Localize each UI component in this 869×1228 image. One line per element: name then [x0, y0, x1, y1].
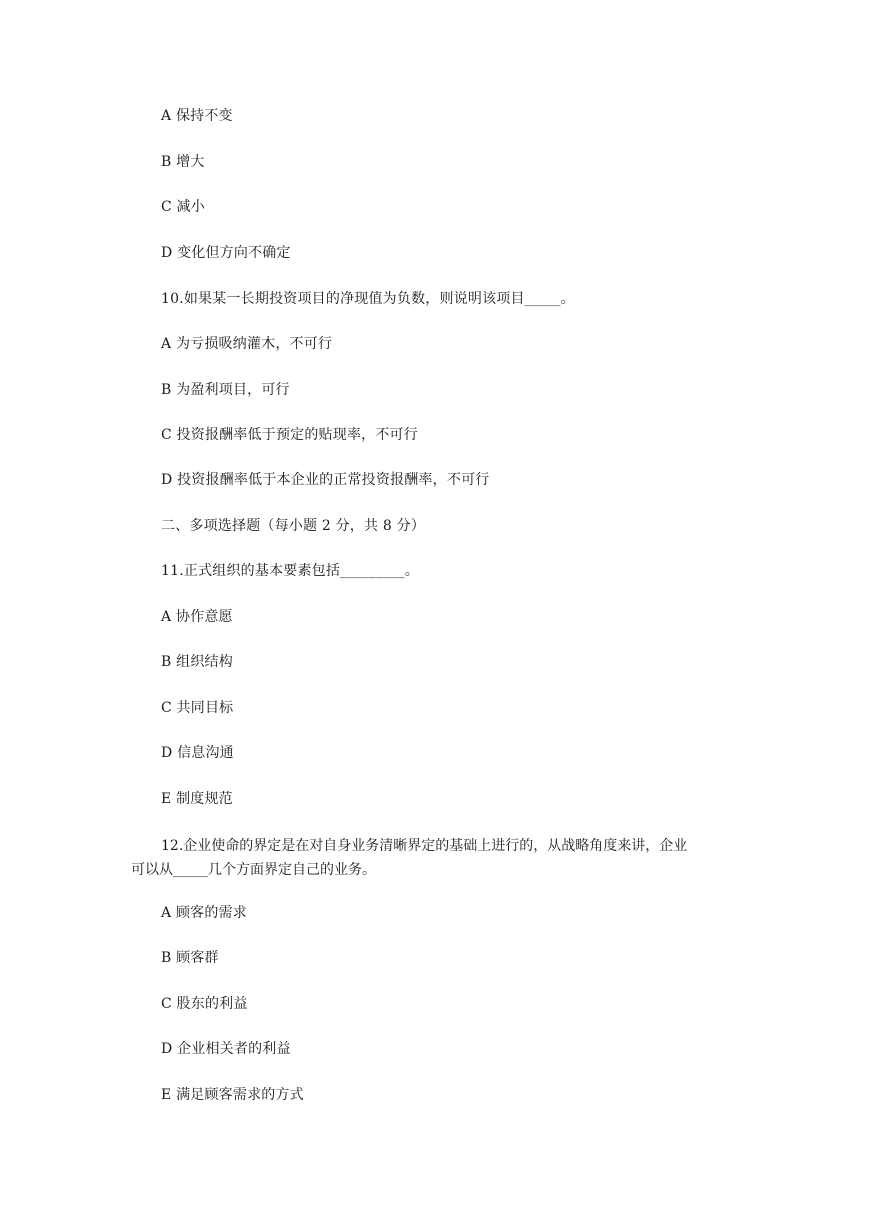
q11-option-b: B 组织结构 [161, 654, 233, 670]
q10-option-b: B 为盈利项目，可行 [161, 382, 290, 398]
q12-stem-line1: 12.企业使命的界定是在对自身业务清晰界定的基础上进行的，从战略角度来讲，企业 [161, 838, 688, 854]
q12-option-b: B 顾客群 [161, 950, 219, 966]
q10-stem: 10.如果某一长期投资项目的净现值为负数，则说明该项目_____。 [161, 291, 575, 307]
q9-option-a: A 保持不变 [161, 108, 233, 124]
q12-option-c: C 股东的利益 [161, 996, 248, 1012]
q12-option-e: E 满足顾客需求的方式 [161, 1087, 304, 1103]
q11-option-c: C 共同目标 [161, 700, 234, 716]
section-heading-multiple-choice: 二、多项选择题（每小题 2 分，共 8 分） [161, 518, 426, 534]
q12-stem-line2: 可以从_____几个方面界定自己的业务。 [131, 862, 376, 878]
q9-option-b: B 增大 [161, 154, 205, 170]
q11-stem: 11.正式组织的基本要素包括_________。 [161, 563, 420, 579]
q12-option-d: D 企业相关者的利益 [161, 1041, 291, 1057]
q10-option-c: C 投资报酬率低于预定的贴现率，不可行 [161, 427, 418, 443]
q9-option-d: D 变化但方向不确定 [161, 245, 291, 261]
q10-option-a: A 为亏损吸纳灌木，不可行 [161, 336, 333, 352]
q11-option-a: A 协作意愿 [161, 609, 233, 625]
q9-option-c: C 减小 [161, 199, 205, 215]
q10-option-d: D 投资报酬率低于本企业的正常投资报酬率，不可行 [161, 472, 490, 488]
q12-stem [131, 834, 751, 882]
q11-option-e: E 制度规范 [161, 791, 233, 807]
q11-option-d: D 信息沟通 [161, 745, 234, 761]
q12-option-a: A 顾客的需求 [161, 905, 247, 921]
